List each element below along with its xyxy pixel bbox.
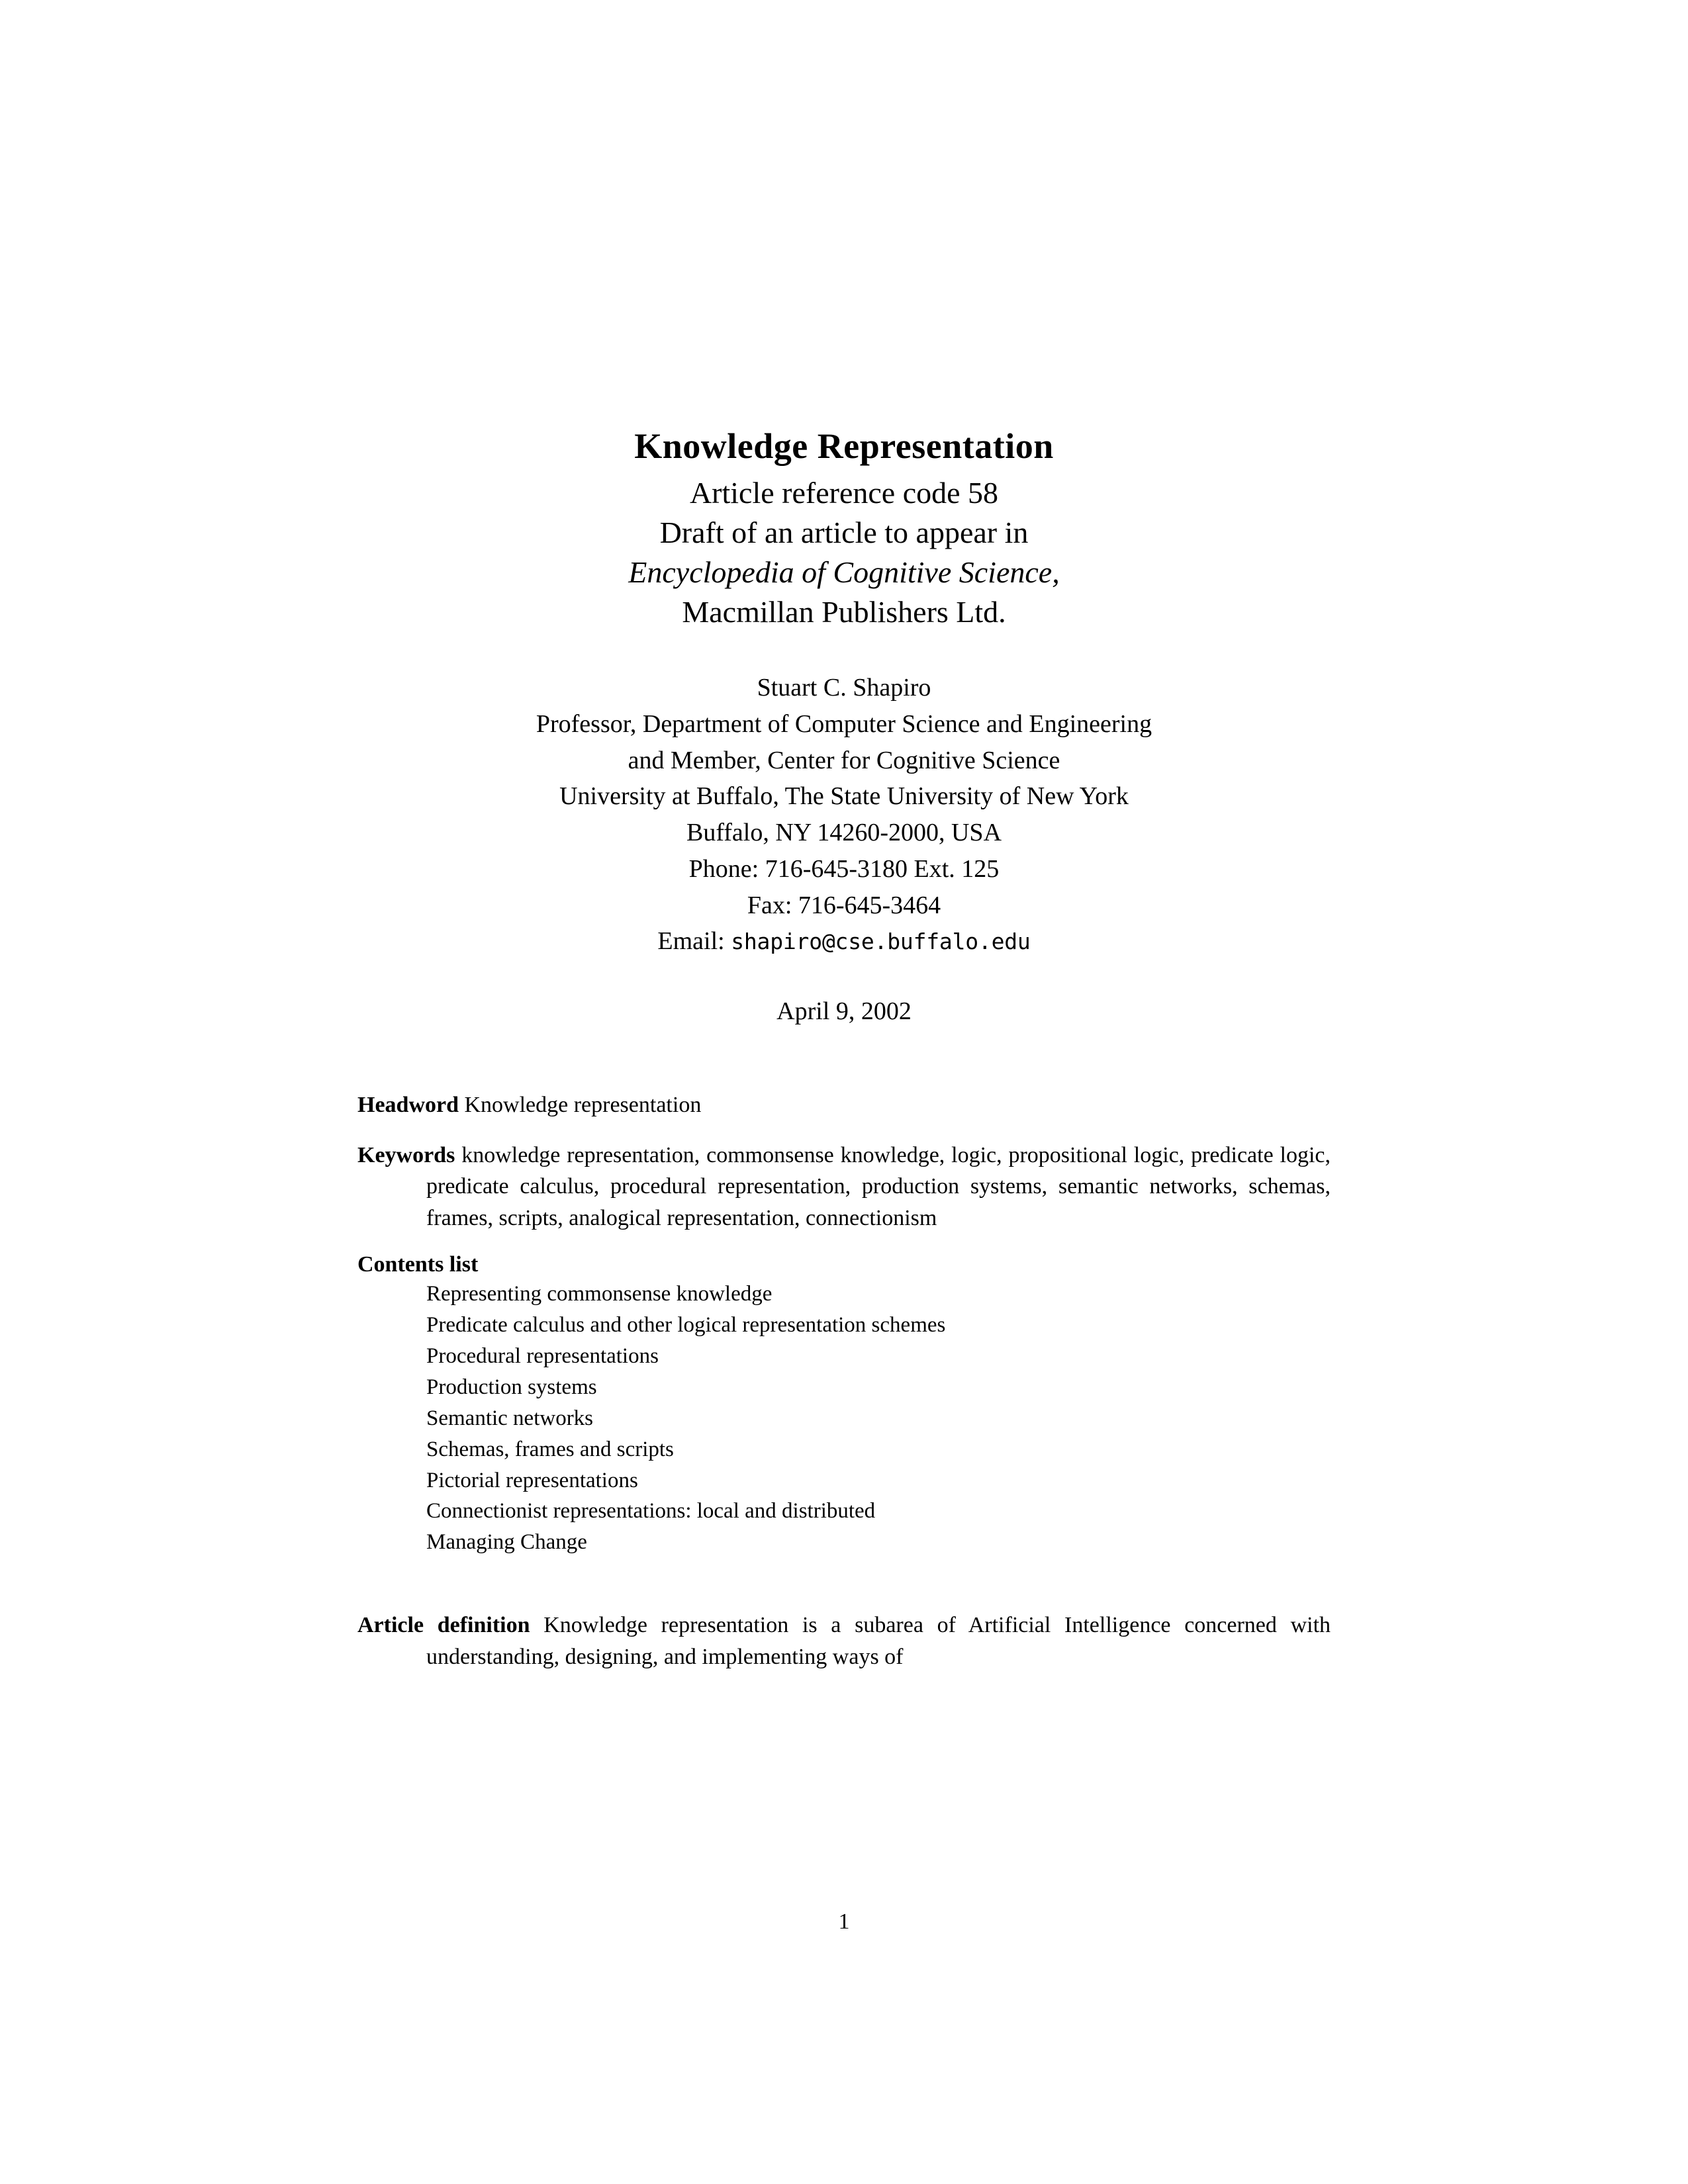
headword-label: Headword — [357, 1093, 459, 1118]
publisher-name: Macmillan Publishers Ltd. — [682, 594, 1006, 629]
author-affiliation-2: and Member, Center for Cognitive Science — [628, 746, 1060, 774]
title-block — [357, 424, 1331, 631]
keywords-entry — [357, 1140, 1331, 1234]
keywords-line — [357, 1140, 1331, 1234]
contents-list — [357, 1279, 1331, 1558]
contents-item: Predicate calculus and other logical representation schemes — [426, 1313, 946, 1338]
keywords-value: knowledge representation, commonsense knowledge, logic, propositional logic, predicate logic, predicate calculus, procedural representation, production systems, semantic networks, schemas, frames, scripts, analogical representation, connectionism — [426, 1142, 1331, 1230]
article-definition-value: Knowledge representation is a subarea of Artificial Intelligence concerned with understanding, designing, and implementing ways of — [426, 1613, 1331, 1669]
body-block — [357, 1089, 1331, 1672]
page-content — [357, 424, 1331, 1691]
contents-label: Contents list — [357, 1252, 479, 1277]
document-date: April 9, 2002 — [776, 997, 912, 1026]
contents-item: Procedural representations — [426, 1344, 659, 1369]
author-block — [357, 670, 1331, 960]
contents-item: Production systems — [426, 1375, 597, 1399]
article-reference-code: Article reference code 58 — [689, 476, 999, 510]
headword-value: Knowledge representation — [464, 1093, 702, 1118]
contents-item: Connectionist representations: local and distributed — [426, 1499, 876, 1524]
author-affiliation-3: University at Buffalo, The State University of New York — [559, 782, 1129, 811]
contents-item: Managing Change — [426, 1530, 587, 1555]
page-title: Knowledge Representation — [634, 426, 1054, 466]
contents-item: Schemas, frames and scripts — [426, 1437, 674, 1461]
article-definition-entry — [357, 1610, 1331, 1672]
author-affiliation-1: Professor, Department of Computer Science and Engineering — [536, 710, 1152, 739]
draft-notice: Draft of an article to appear in — [659, 515, 1029, 549]
contents-item: Semantic networks — [426, 1406, 594, 1430]
author-name: Stuart C. Shapiro — [757, 674, 931, 702]
keywords-label: Keywords — [357, 1142, 455, 1167]
author-email-line — [357, 923, 1331, 960]
contents-item: Representing commonsense knowledge — [426, 1282, 773, 1306]
publication-name: Encyclopedia of Cognitive Science, — [628, 555, 1060, 589]
author-phone: Phone: 716-645-3180 Ext. 125 — [688, 854, 1000, 883]
headword-line — [357, 1089, 1331, 1121]
author-email: shapiro@cse.buffalo.edu — [731, 929, 1031, 955]
article-definition-line — [357, 1610, 1331, 1672]
headword-entry — [357, 1089, 1331, 1121]
contents-entry — [357, 1252, 1331, 1558]
email-label: Email: — [657, 927, 725, 956]
page-number: 1 — [838, 1909, 850, 1934]
author-fax: Fax: 716-645-3464 — [747, 891, 941, 919]
author-address: Buffalo, NY 14260-2000, USA — [686, 819, 1002, 847]
article-definition-label: Article definition — [357, 1613, 530, 1638]
contents-item: Pictorial representations — [426, 1468, 638, 1492]
